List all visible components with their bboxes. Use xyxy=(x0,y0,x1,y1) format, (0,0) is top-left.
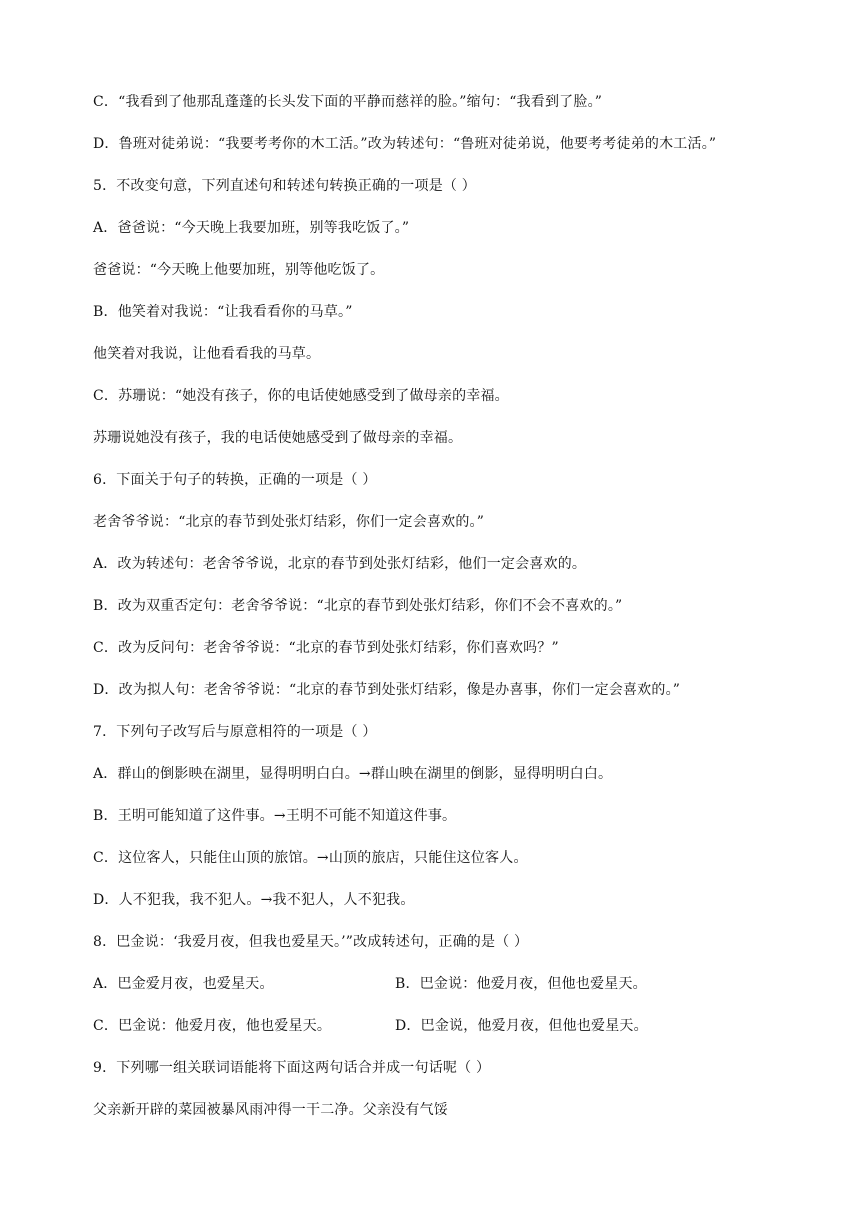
question-6: 6．下面关于句子的转换，正确的一项是（ ） xyxy=(93,472,377,488)
q8-option-b: B．巴金说：他爱月夜，但他也爱星天。 xyxy=(395,976,647,992)
q9-stem-sentence: 父亲新开辟的菜园被暴风雨冲得一干二净。父亲没有气馁 xyxy=(93,1102,448,1118)
q4-option-c: C．“我看到了他那乱蓬蓬的长头发下面的平静而慈祥的脸。”缩句：“我看到了脸。” xyxy=(93,94,603,110)
question-9: 9．下列哪一组关联词语能将下面这两句话合并成一句话呢（ ） xyxy=(93,1060,491,1076)
q5-option-b-converted: 他笑着对我说，让他看看我的马草。 xyxy=(93,346,321,362)
q5-option-c-converted: 苏珊说她没有孩子，我的电话使她感受到了做母亲的幸福。 xyxy=(93,430,463,446)
q7-option-a: A．群山的倒影映在湖里，显得明明白白。→群山映在湖里的倒影，显得明明白白。 xyxy=(93,766,613,782)
q7-option-d: D．人不犯我，我不犯人。→我不犯人，人不犯我。 xyxy=(93,892,415,908)
q6-option-d: D．改为拟人句：老舍爷爷说：“北京的春节到处张灯结彩，像是办喜事，你们一定会喜欢的。” xyxy=(93,682,681,698)
question-8: 8．巴金说：‘我爱月夜，但我也爱星天。’”改成转述句，正确的是（ ） xyxy=(93,934,529,950)
q8-option-a: A．巴金爱月夜，也爱星天。 xyxy=(93,976,274,992)
q8-option-d: D．巴金说，他爱月夜，但他也爱星天。 xyxy=(395,1018,648,1034)
question-5: 5．不改变句意，下列直述句和转述句转换正确的一项是（ ） xyxy=(93,178,476,194)
q6-option-a: A．改为转述句：老舍爷爷说，北京的春节到处张灯结彩，他们一定会喜欢的。 xyxy=(93,556,587,572)
q4-option-d: D．鲁班对徒弟说：“我要考考你的木工活。”改为转述句：“鲁班对徒弟说，他要考考徒弟的木工活。” xyxy=(93,136,717,152)
q6-option-b: B．改为双重否定句：老舍爷爷说：“北京的春节到处张灯结彩，你们不会不喜欢的。” xyxy=(93,598,623,614)
q5-option-b: B．他笑着对我说：“让我看看你的马草。” xyxy=(93,304,353,320)
q5-option-a: A．爸爸说：“今天晚上我要加班，别等我吃饭了。” xyxy=(93,220,410,236)
question-7: 7．下列句子改写后与原意相符的一项是（ ） xyxy=(93,724,377,740)
q5-option-c: C．苏珊说：“她没有孩子，你的电话使她感受到了做母亲的幸福。 xyxy=(93,388,509,404)
q7-option-c: C．这位客人，只能住山顶的旅馆。→山顶的旅店，只能住这位客人。 xyxy=(93,850,528,866)
q6-option-c: C．改为反问句：老舍爷爷说：“北京的春节到处张灯结彩，你们喜欢吗？” xyxy=(93,640,559,656)
q5-option-a-converted: 爸爸说：“今天晚上他要加班，别等他吃饭了。 xyxy=(93,262,385,278)
q7-option-b: B．王明可能知道了这件事。→王明不可能不知道这件事。 xyxy=(93,808,457,824)
q6-stem-sentence: 老舍爷爷说：“北京的春节到处张灯结彩，你们一定会喜欢的。” xyxy=(93,514,485,530)
q8-option-c: C．巴金说：他爱月夜，他也爱星天。 xyxy=(93,1018,332,1034)
